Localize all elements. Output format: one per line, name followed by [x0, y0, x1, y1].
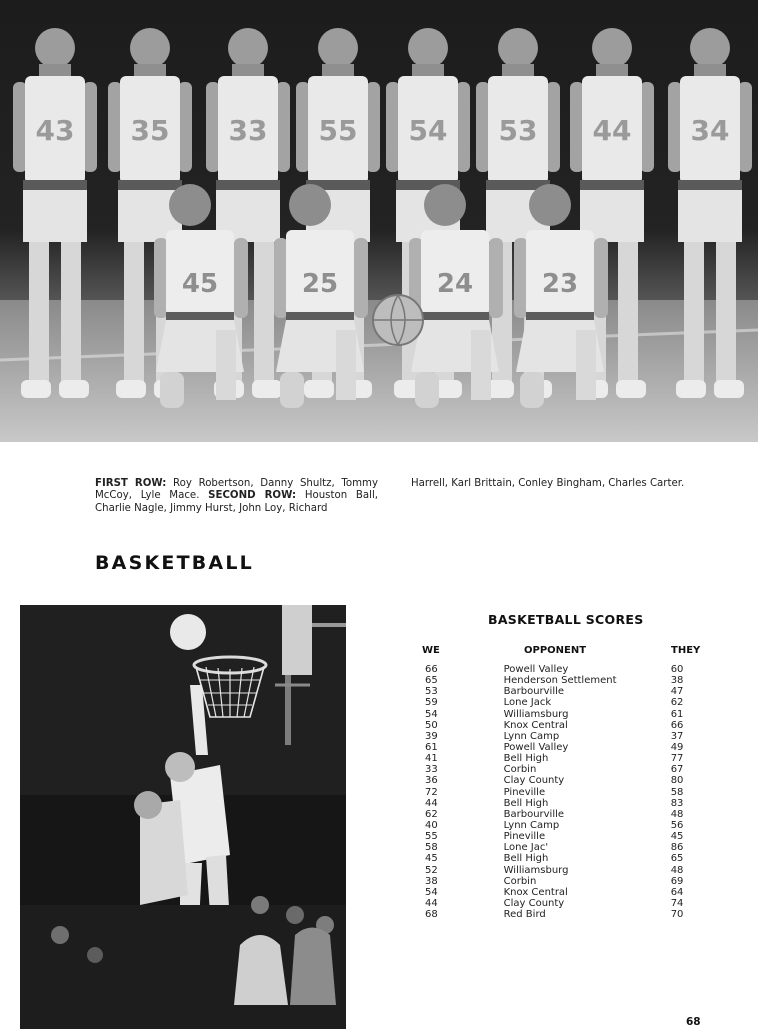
score-opponent: Lynn Camp — [503, 819, 560, 831]
score-we: 40 — [425, 819, 438, 831]
score-opponent: Lynn Camp — [503, 730, 560, 742]
scores-table — [420, 664, 710, 920]
back-row-jersey-number: 53 — [498, 114, 538, 147]
header-we: WE — [422, 645, 440, 656]
score-they: 48 — [670, 864, 684, 876]
back-row-jersey-number: 34 — [690, 114, 730, 147]
score-row — [420, 753, 710, 764]
score-row — [420, 853, 710, 864]
score-we: 33 — [425, 764, 438, 776]
score-row — [420, 675, 710, 686]
score-opponent: Pineville — [503, 786, 546, 798]
scores-title: BASKETBALL SCORES — [488, 612, 644, 627]
score-opponent: Clay County — [503, 775, 565, 787]
score-they: 38 — [670, 675, 684, 687]
score-we: 61 — [425, 741, 438, 753]
score-they: 83 — [670, 797, 684, 809]
score-opponent: Knox Central — [503, 886, 568, 898]
score-we: 52 — [425, 864, 438, 876]
score-opponent: Pineville — [503, 831, 546, 843]
front-row-jersey-number: 23 — [541, 269, 579, 299]
score-opponent: Bell High — [503, 797, 549, 809]
score-they: 64 — [670, 886, 684, 898]
front-row-jersey-number: 45 — [181, 269, 219, 299]
score-row — [420, 686, 710, 697]
front-row-jersey-number: 24 — [436, 269, 474, 299]
first-row-label: FIRST ROW: — [95, 478, 167, 489]
first-row-names: Roy Robertson, Danny Shultz, Tommy McCoy, Lyle Mace. — [95, 478, 378, 502]
score-we: 39 — [425, 730, 438, 742]
score-they: 80 — [670, 775, 684, 787]
action-photo-art — [20, 605, 346, 1029]
score-we: 54 — [425, 886, 438, 898]
team-photo-art — [0, 0, 758, 442]
section-title: BASKETBALL — [95, 552, 254, 574]
score-we: 41 — [425, 753, 438, 765]
score-we: 55 — [425, 831, 438, 843]
score-we: 66 — [425, 664, 438, 675]
score-opponent: Red Bird — [503, 909, 546, 921]
score-row — [420, 820, 710, 831]
score-row — [420, 809, 710, 820]
score-we: 65 — [425, 675, 438, 687]
score-we: 72 — [425, 786, 438, 798]
score-row — [420, 831, 710, 842]
score-row — [420, 664, 710, 675]
page-number: 68 — [686, 1016, 701, 1028]
score-row — [420, 909, 710, 920]
score-row — [420, 798, 710, 809]
front-row-jersey-number: 25 — [301, 269, 339, 299]
score-they: 70 — [670, 909, 684, 921]
score-we: 68 — [425, 909, 438, 921]
score-opponent: Williamsburg — [503, 708, 569, 720]
score-opponent: Henderson Settlement — [503, 675, 617, 687]
second-row-names-part2: Harrell, Karl Brittain, Conley Bingham, Charles Carter. — [411, 478, 685, 489]
second-row-names-part1: Houston Ball, Charlie Nagle, Jimmy Hurst, John Loy, Richard — [95, 490, 379, 514]
back-row-jersey-number: 44 — [592, 114, 632, 147]
score-row — [420, 709, 710, 720]
backboard — [282, 605, 312, 675]
score-opponent: Williamsburg — [503, 864, 569, 876]
score-row — [420, 697, 710, 708]
score-we: 44 — [425, 797, 438, 809]
score-opponent: Knox Central — [503, 719, 568, 731]
score-opponent: Bell High — [503, 753, 549, 765]
score-they: 49 — [670, 741, 684, 753]
score-they: 65 — [670, 853, 684, 865]
score-they: 62 — [670, 697, 684, 709]
score-they: 69 — [670, 875, 684, 887]
score-opponent: Powell Valley — [503, 741, 569, 753]
score-opponent: Clay County — [503, 897, 565, 909]
back-row-jersey-number: 55 — [318, 114, 358, 147]
score-they: 47 — [670, 686, 684, 698]
score-opponent: Bell High — [503, 853, 549, 865]
header-opponent: OPPONENT — [524, 645, 587, 656]
score-they: 61 — [670, 708, 684, 720]
score-opponent: Corbin — [503, 875, 537, 887]
team-photo — [0, 0, 758, 442]
score-row — [420, 887, 710, 898]
score-row — [420, 742, 710, 753]
score-row — [420, 842, 710, 853]
score-they: 58 — [670, 786, 684, 798]
score-opponent: Barbourville — [503, 686, 565, 698]
score-opponent: Corbin — [503, 764, 537, 776]
score-opponent: Powell Valley — [503, 664, 569, 675]
score-row — [420, 720, 710, 731]
score-they: 77 — [670, 753, 684, 765]
basketball — [170, 614, 206, 650]
back-row-jersey-number: 54 — [408, 114, 448, 147]
score-they: 37 — [670, 730, 684, 742]
score-row — [420, 898, 710, 909]
back-row-jersey-number: 35 — [130, 114, 170, 147]
score-we: 36 — [425, 775, 438, 787]
score-we: 58 — [425, 842, 438, 854]
second-row-label: SECOND ROW: — [208, 490, 297, 502]
score-we: 54 — [425, 708, 438, 720]
score-row — [420, 876, 710, 887]
score-they: 86 — [670, 842, 684, 854]
action-photo — [20, 605, 346, 1029]
score-opponent: Lone Jac' — [503, 842, 549, 854]
score-opponent: Lone Jack — [503, 697, 552, 709]
score-row — [420, 775, 710, 786]
score-we: 62 — [425, 808, 438, 820]
score-we: 45 — [425, 853, 438, 865]
score-they: 45 — [670, 831, 684, 843]
header-they: THEY — [671, 645, 701, 656]
score-they: 67 — [670, 764, 684, 776]
score-we: 59 — [425, 697, 438, 709]
score-we: 38 — [425, 875, 438, 887]
score-they: 66 — [670, 719, 684, 731]
score-row — [420, 764, 710, 775]
score-we: 44 — [425, 897, 438, 909]
score-opponent: Barbourville — [503, 808, 565, 820]
score-they: 56 — [670, 819, 684, 831]
score-we: 53 — [425, 686, 438, 698]
score-row — [420, 865, 710, 876]
back-row-jersey-number: 33 — [228, 114, 268, 147]
back-row-jersey-number: 43 — [35, 114, 75, 147]
score-row — [420, 787, 710, 798]
score-they: 74 — [670, 897, 684, 909]
caption-left — [95, 478, 378, 515]
caption-right — [411, 478, 694, 490]
score-row — [420, 731, 710, 742]
score-we: 50 — [425, 719, 438, 731]
score-they: 60 — [670, 664, 684, 675]
score-they: 48 — [670, 808, 684, 820]
